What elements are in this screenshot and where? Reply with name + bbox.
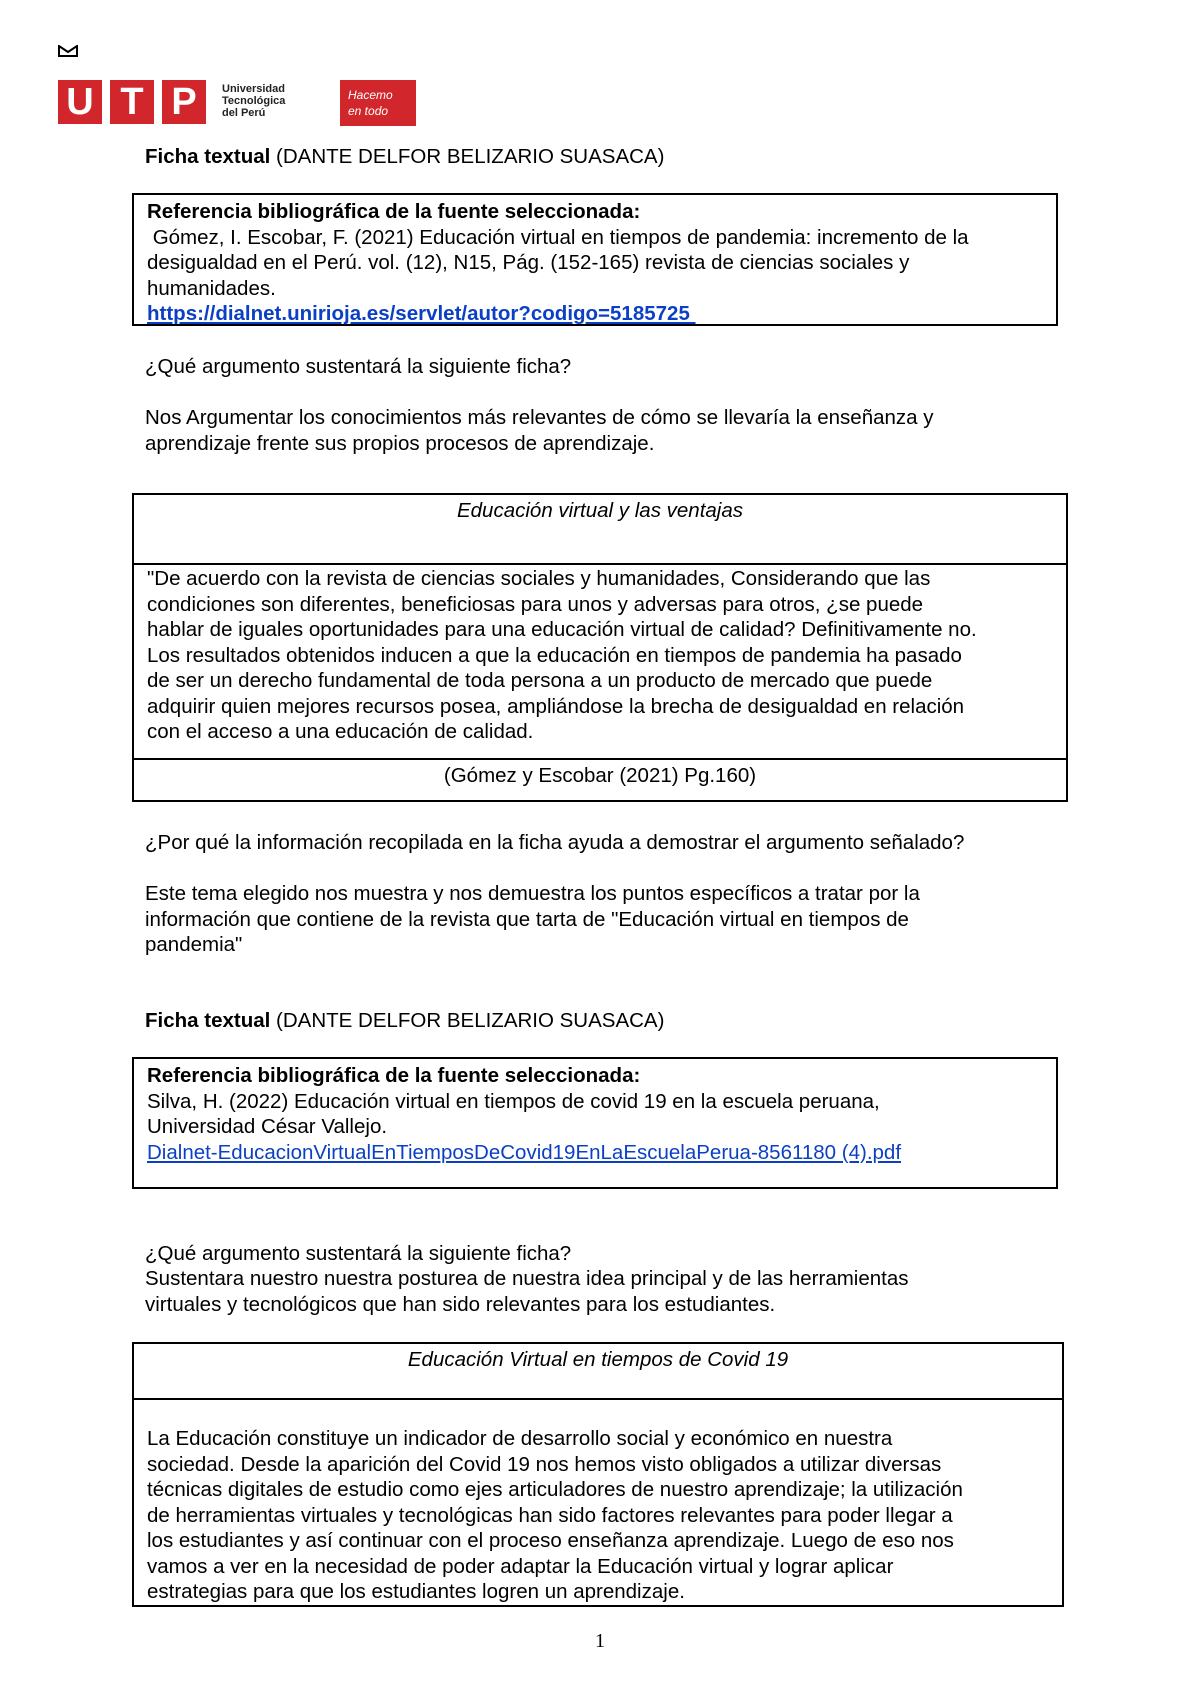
- logo-letter-p: P: [162, 80, 206, 124]
- ficha2-question1: ¿Qué argumento sustentará la siguiente ficha?: [145, 1242, 572, 1265]
- ficha2-reference-link[interactable]: Dialnet-EducacionVirtualEnTiemposDeCovid19EnLaEscuelaPerua-8561180 (4).pdf: [147, 1140, 902, 1164]
- ficha1-reference-line: humanidades.: [147, 276, 276, 300]
- logo-letter-t: T: [110, 80, 154, 124]
- red-banner: Hacemo en todo: [340, 80, 416, 126]
- ficha2-title: Ficha textual (DANTE DELFOR BELIZARIO SUASACA): [145, 1009, 665, 1032]
- utp-logo: [58, 80, 218, 126]
- ficha2-quote-text: La Educación constituye un indicador de desarrollo social y económico en nuestra sociedad. Desde la aparición del Covid 19 nos hemos visto obligados a utilizar diversas técnicas digitales de estudio como ejes articuladores de nuestro aprendizaje; la utilización de herramientas virtuales y tecnológicas han sido factores relevantes para poder llegar a los estudiantes y así continuar con el proceso enseñanza aprendizaje. Luego de eso nos vamos a ver en la necesidad de poder adaptar la Educación virtual y lograr aplicar estrategias para que los estudiantes logren un aprendizaje.: [147, 1427, 963, 1603]
- ficha1-reference-box: [132, 193, 1058, 326]
- ficha1-answer1: Nos Argumentar los conocimientos más relevantes de cómo se llevaría la enseñanza y aprendizaje frente sus propios procesos de aprendizaje.: [145, 406, 934, 455]
- ficha2-answer1: Sustentara nuestro nuestra posturea de nuestra idea principal y de las herramientas virtuales y tecnológicos que han sido relevantes para los estudiantes.: [145, 1267, 909, 1316]
- ficha1-reference-heading: Referencia bibliográfica de la fuente seleccionada:: [147, 200, 641, 223]
- ficha1-citation: (Gómez y Escobar (2021) Pg.160): [443, 764, 757, 787]
- ficha1-question1: ¿Qué argumento sustentará la siguiente ficha?: [145, 355, 572, 378]
- ficha1-quote-text: "De acuerdo con la revista de ciencias sociales y humanidades, Considerando que las condiciones son diferentes, beneficiosas para unos y adversas para otros, ¿se puede hablar de iguales oportunidades para una educación virtual de calidad? Definitivamente no. Los resultados obtenidos inducen a que la educación en tiempos de pandemia ha pasado de ser un derecho fundamental de toda persona a un producto de mercado que puede adquirir quien mejores recursos posea, ampliándose la brecha de desigualdad en relación con el acceso a una educación de calidad.: [147, 567, 977, 743]
- ficha2-reference-box: [132, 1057, 1058, 1189]
- ficha1-question2: ¿Por qué la información recopilada en la ficha ayuda a demostrar el argumento señalado?: [145, 831, 965, 854]
- logo-letter-u: U: [58, 80, 102, 124]
- ficha1-reference-line: Gómez, I. Escobar, F. (2021) Educación virtual en tiempos de pandemia: incremento de la: [147, 225, 969, 249]
- ficha2-table-title: Educación Virtual en tiempos de Covid 19: [407, 1348, 789, 1371]
- ficha2-quote-table: [132, 1342, 1064, 1607]
- ficha1-reference-link[interactable]: https://dialnet.unirioja.es/servlet/autor?codigo=5185725: [147, 302, 696, 325]
- page-number: 1: [595, 1630, 605, 1652]
- envelope-icon: [58, 44, 78, 56]
- ficha1-reference-line: desigualdad en el Perú. vol. (12), N15, Pág. (152-165) revista de ciencias sociales y: [147, 251, 910, 274]
- ficha1-answer2: Este tema elegido nos muestra y nos demuestra los puntos específicos a tratar por la información que contiene de la revista que tarta de "Educación virtual en tiempos de pandemia": [145, 882, 920, 956]
- ficha1-quote-table: [132, 493, 1068, 802]
- ficha1-title: Ficha textual (DANTE DELFOR BELIZARIO SUASACA): [145, 145, 665, 168]
- ficha2-reference-line: Silva, H. (2022) Educación virtual en tiempos de covid 19 en la escuela peruana,: [147, 1089, 880, 1113]
- ficha2-reference-line: Universidad César Vallejo.: [147, 1115, 388, 1138]
- ficha1-table-title: Educación virtual y las ventajas: [456, 499, 743, 522]
- ficha2-reference-heading: Referencia bibliográfica de la fuente seleccionada:: [147, 1064, 641, 1087]
- logo-subtitle: Universidad Tecnológica del Perú: [222, 83, 286, 119]
